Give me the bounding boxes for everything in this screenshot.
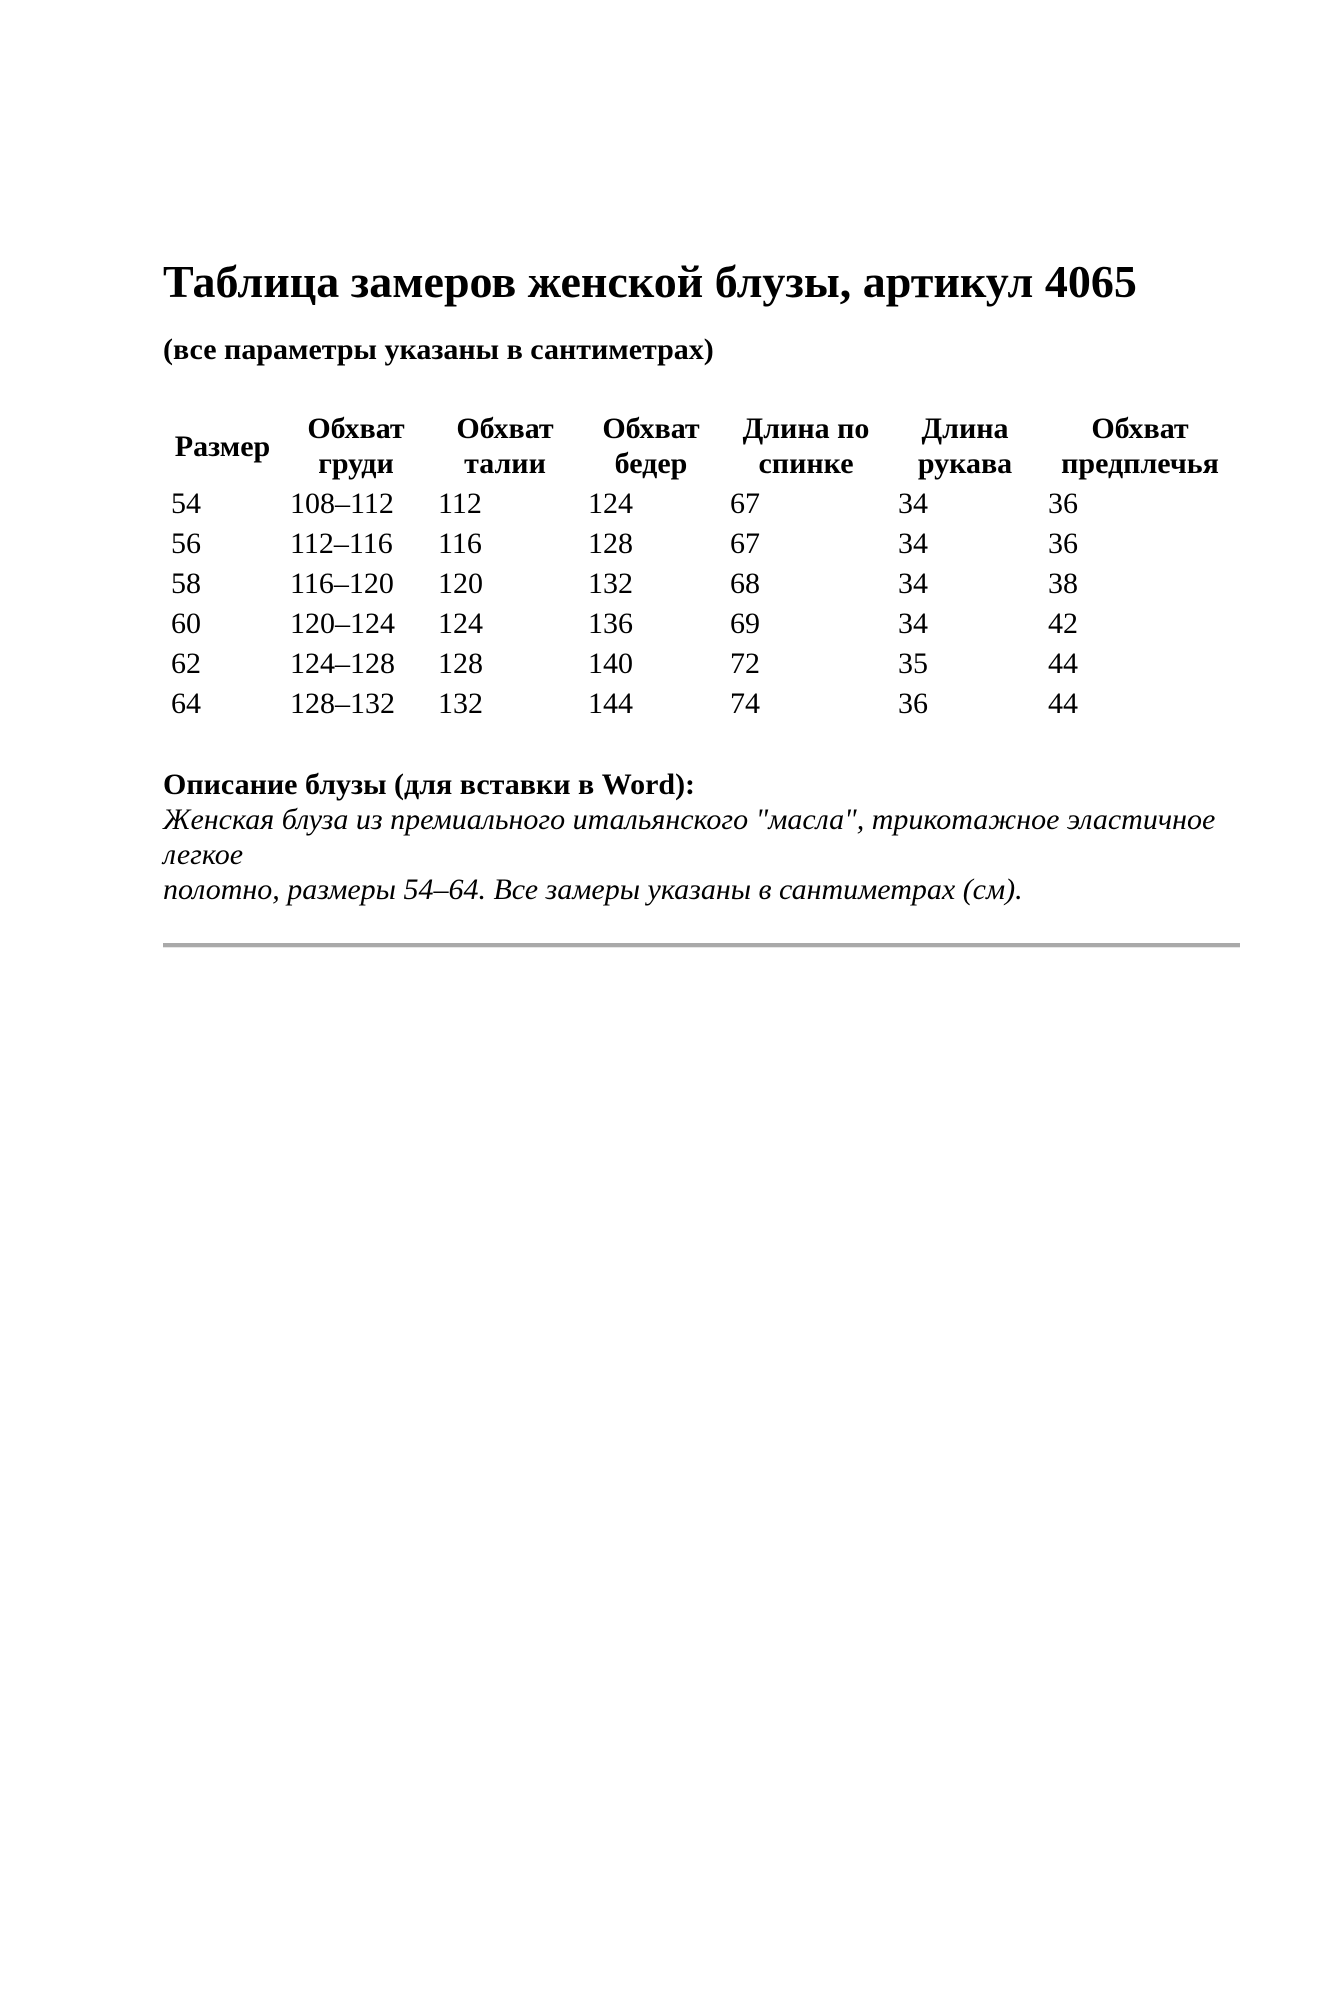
table-cell: 74 bbox=[730, 687, 760, 720]
column-header: Размер bbox=[174, 429, 271, 463]
table-row bbox=[163, 524, 1240, 564]
table-cell: 60 bbox=[171, 607, 201, 640]
table-cell: 128–132 bbox=[290, 687, 395, 720]
document-content bbox=[163, 0, 1240, 948]
measurements-table bbox=[163, 408, 1240, 724]
column-header: Обхват бедер bbox=[602, 412, 700, 480]
table-cell: 136 bbox=[588, 607, 633, 640]
table-cell: 56 bbox=[171, 527, 201, 560]
table-cell: 38 bbox=[1048, 567, 1078, 600]
table-cell: 128 bbox=[438, 647, 483, 680]
table-cell: 44 bbox=[1048, 647, 1078, 680]
table-body bbox=[163, 484, 1240, 724]
table-cell: 36 bbox=[1048, 527, 1078, 560]
column-header: Длина рукава bbox=[917, 412, 1013, 480]
table-cell: 108–112 bbox=[290, 487, 394, 520]
table-cell: 128 bbox=[588, 527, 633, 560]
table-cell: 34 bbox=[898, 487, 928, 520]
table-cell: 124–128 bbox=[290, 647, 395, 680]
table-cell: 132 bbox=[588, 567, 633, 600]
table-cell: 64 bbox=[171, 687, 201, 720]
table-row bbox=[163, 604, 1240, 644]
table-cell: 140 bbox=[588, 647, 633, 680]
table-cell: 35 bbox=[898, 647, 928, 680]
table-row bbox=[163, 644, 1240, 684]
page-subtitle: (все параметры указаны в сантиметрах) bbox=[163, 333, 714, 366]
table-cell: 34 bbox=[898, 607, 928, 640]
table-cell: 120–124 bbox=[290, 607, 395, 640]
description-line: Женская блуза из премиального итальянского "масла", трикотажное эластичное легкое bbox=[163, 803, 1216, 871]
table-header-row bbox=[163, 408, 1240, 484]
table-cell: 72 bbox=[730, 647, 760, 680]
column-header: Обхват предплечья bbox=[1061, 412, 1219, 480]
description-text bbox=[163, 802, 1240, 907]
table-cell: 124 bbox=[438, 607, 483, 640]
table-cell: 36 bbox=[898, 687, 928, 720]
description-heading: Описание блузы (для вставки в Word): bbox=[163, 768, 696, 801]
page-title: Таблица замеров женской блузы, артикул 4065 bbox=[163, 256, 1137, 307]
table-cell: 36 bbox=[1048, 487, 1078, 520]
horizontal-divider bbox=[163, 943, 1240, 948]
table-cell: 34 bbox=[898, 567, 928, 600]
table-cell: 120 bbox=[438, 567, 483, 600]
table-cell: 42 bbox=[1048, 607, 1078, 640]
table-cell: 116 bbox=[438, 527, 482, 560]
table-header bbox=[163, 408, 1240, 484]
table-cell: 58 bbox=[171, 567, 201, 600]
table-cell: 44 bbox=[1048, 687, 1078, 720]
table-cell: 62 bbox=[171, 647, 201, 680]
table-row bbox=[163, 484, 1240, 524]
table-cell: 67 bbox=[730, 487, 760, 520]
column-header: Обхват груди bbox=[307, 412, 405, 480]
table-cell: 68 bbox=[730, 567, 760, 600]
table-cell: 34 bbox=[898, 527, 928, 560]
description-line: полотно, размеры 54–64. Все замеры указаны в сантиметрах (см). bbox=[163, 873, 1023, 906]
table-cell: 67 bbox=[730, 527, 760, 560]
table-cell: 69 bbox=[730, 607, 760, 640]
table-cell: 132 bbox=[438, 687, 483, 720]
table-row bbox=[163, 684, 1240, 724]
table-cell: 54 bbox=[171, 487, 201, 520]
table-cell: 124 bbox=[588, 487, 633, 520]
column-header: Обхват талии bbox=[456, 412, 554, 480]
table-cell: 116–120 bbox=[290, 567, 394, 600]
column-header: Длина по спинке bbox=[742, 412, 870, 480]
table-row bbox=[163, 564, 1240, 604]
table-cell: 112 bbox=[438, 487, 482, 520]
table-cell: 144 bbox=[588, 687, 633, 720]
table-cell: 112–116 bbox=[290, 527, 393, 560]
